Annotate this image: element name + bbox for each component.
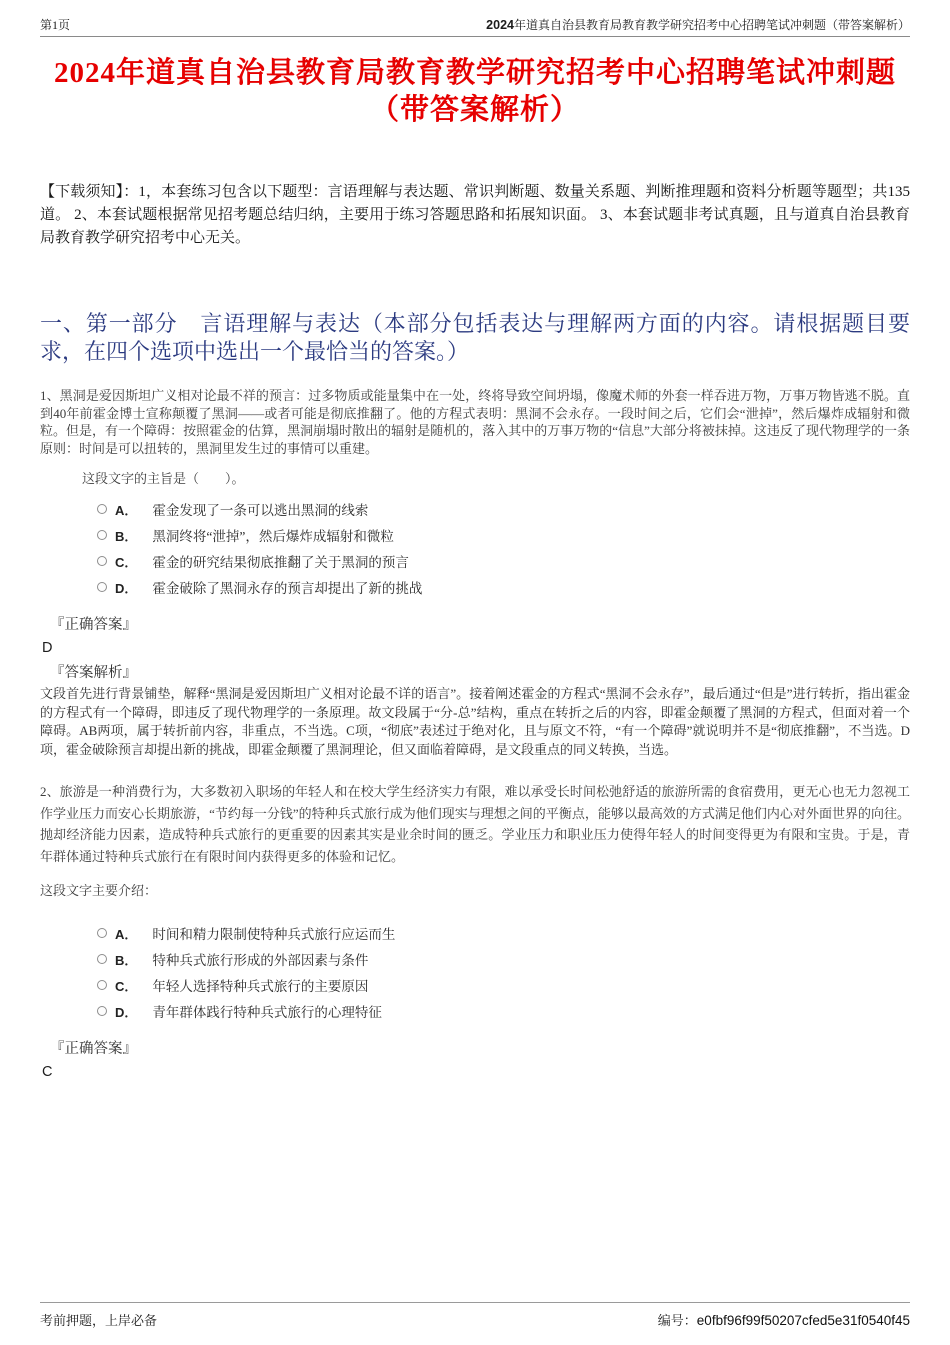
radio-button-icon[interactable] bbox=[97, 954, 107, 964]
download-notice: 【下载须知】：1，本套练习包含以下题型：言语理解与表达题、常识判断题、数量关系题、判断推理题和资料分析题等题型；共135道。 2、本套试题根据常见招考题总结归纳，主要用于练习答题思路和拓展知识面。 3、本套试题非考试真题，且与道真自治县教育局教育教学研究招考中心无关。 bbox=[40, 184, 910, 246]
option-text: 霍金的研究结果彻底推翻了关于黑洞的预言 bbox=[152, 555, 409, 570]
correct-answer-label: 『正确答案』 bbox=[50, 617, 137, 633]
option-letter: B． bbox=[115, 952, 138, 968]
footer-serial-label: 编号： bbox=[657, 1313, 697, 1328]
option-b[interactable] bbox=[97, 522, 950, 548]
radio-button-icon[interactable] bbox=[97, 928, 107, 938]
footer-serial-value: e0fbf96f99f50207cfed5e31f0540f45 bbox=[696, 1313, 910, 1328]
question-options bbox=[0, 496, 950, 600]
question-prompt: 这段文字主要介绍： bbox=[40, 883, 158, 898]
page-footer bbox=[40, 1302, 910, 1329]
radio-button-icon[interactable] bbox=[97, 530, 107, 540]
option-text: 黑洞终将“泄掉”，然后爆炸成辐射和微粒 bbox=[152, 529, 394, 544]
footer-serial bbox=[658, 1310, 910, 1329]
option-letter: B． bbox=[115, 528, 138, 544]
option-text: 时间和精力限制使特种兵式旅行应运而生 bbox=[152, 927, 396, 942]
analysis-label: 『答案解析』 bbox=[50, 665, 137, 681]
option-letter: C． bbox=[115, 554, 138, 570]
option-c[interactable] bbox=[97, 548, 950, 574]
option-a[interactable] bbox=[97, 496, 950, 522]
option-letter: A． bbox=[115, 502, 138, 518]
correct-answer-label: 『正确答案』 bbox=[50, 1041, 137, 1057]
option-d[interactable] bbox=[97, 574, 950, 600]
question-stem: 2、旅游是一种消费行为，大多数初入职场的年轻人和在校大学生经济实力有限，难以承受长时间松弛舒适的旅游所需的食宿费用，更无心也无力忽视工作学业压力而安心长期旅游，“节约每一分钱”的特种兵式旅行成为他们现实与理想之间的平衡点，能够以最高效的方式满足他们内心对外面世界的向往。抛却经济能力因素，造成特种兵式旅行的更重要的因素其实是业余时间的匮乏。学业压力和职业压力使得年轻人的时间变得更为有限和宝贵。于是，青年群体通过特种兵式旅行在有限时间内获得更多的体验和记忆。 bbox=[40, 784, 910, 864]
option-letter: D． bbox=[115, 1004, 138, 1020]
option-c[interactable] bbox=[97, 972, 950, 998]
radio-button-icon[interactable] bbox=[97, 582, 107, 592]
radio-button-icon[interactable] bbox=[97, 980, 107, 990]
radio-button-icon[interactable] bbox=[97, 1006, 107, 1016]
page-number: 第1页 bbox=[40, 18, 71, 32]
header-doc-title-year: 2024 bbox=[486, 18, 514, 32]
option-letter: C． bbox=[115, 978, 138, 994]
correct-answer-value: D bbox=[42, 640, 53, 656]
page-header bbox=[40, 0, 910, 37]
header-doc-title bbox=[486, 16, 910, 33]
question-2 bbox=[0, 781, 950, 1081]
question-prompt: 这段文字的主旨是（ ）。 bbox=[82, 471, 245, 486]
header-doc-title-rest: 年道真自治县教育局教育教学研究招考中心招聘笔试冲刺题（带答案解析） bbox=[513, 18, 910, 32]
radio-button-icon[interactable] bbox=[97, 556, 107, 566]
option-b[interactable] bbox=[97, 946, 950, 972]
question-1 bbox=[0, 387, 950, 759]
option-a[interactable] bbox=[97, 920, 950, 946]
option-d[interactable] bbox=[97, 998, 950, 1024]
option-text: 霍金发现了一条可以逃出黑洞的线索 bbox=[152, 503, 369, 518]
question-options bbox=[0, 920, 950, 1024]
radio-button-icon[interactable] bbox=[97, 504, 107, 514]
option-letter: D． bbox=[115, 580, 138, 596]
option-text: 年轻人选择特种兵式旅行的主要原因 bbox=[152, 979, 369, 994]
analysis-text: 文段首先进行背景铺垫，解释“黑洞是爱因斯坦广义相对论最不详的语言”。接着阐述霍金的方程式“黑洞不会永存”，最后通过“但是”进行转折，指出霍金的方程式有一个障碍，即违反了现代物理学的一条原理。故文段属于“分-总”结构，重点在转折之后的内容，即霍金颠覆了黑洞的方程式，但面对着一个障碍。AB两项，属于转折前内容，非重点，不当选。C项，“彻底”表述过于绝对化，且与原文不符，“有一个障碍”就说明并不是“彻底推翻”，不当选。D项，霍金破除预言却提出新的挑战，即霍金颠覆了黑洞理论，但又面临着障碍，是文段重点的同义转换，当选。 bbox=[40, 686, 910, 757]
question-stem: 1、黑洞是爱因斯坦广义相对论最不祥的预言：过多物质或能量集中在一处，终将导致空间坍塌，像魔术师的外套一样吞进万物，万事万物皆逃不脱。直到40年前霍金博士宣称颠覆了黑洞——或者可能是彻底推翻了。他的方程式表明：黑洞不会永存。一段时间之后，它们会“泄掉”，然后爆炸成辐射和微粒。但是，有一个障碍：按照霍金的估算，黑洞崩塌时散出的辐射是随机的，落入其中的万事万物的“信息”大部分将被抹掉。这违反了现代物理学的一条原则：时间是可以扭转的，黑洞里发生过的事情可以重建。 bbox=[40, 388, 910, 456]
option-text: 青年群体践行特种兵式旅行的心理特征 bbox=[152, 1005, 382, 1020]
correct-answer-value: C bbox=[42, 1064, 53, 1080]
option-text: 特种兵式旅行形成的外部因素与条件 bbox=[152, 953, 369, 968]
footer-slogan: 考前押题，上岸必备 bbox=[40, 1313, 158, 1328]
section-heading: 一、第一部分 言语理解与表达（本部分包括表达与理解两方面的内容。请根据题目要求，在四个选项中选出一个最恰当的答案。） bbox=[40, 311, 910, 364]
option-text: 霍金破除了黑洞永存的预言却提出了新的挑战 bbox=[152, 581, 423, 596]
option-letter: A． bbox=[115, 926, 138, 942]
document-title: 2024年道真自治县教育局教育教学研究招考中心招聘笔试冲刺题（带答案解析） bbox=[53, 57, 896, 126]
